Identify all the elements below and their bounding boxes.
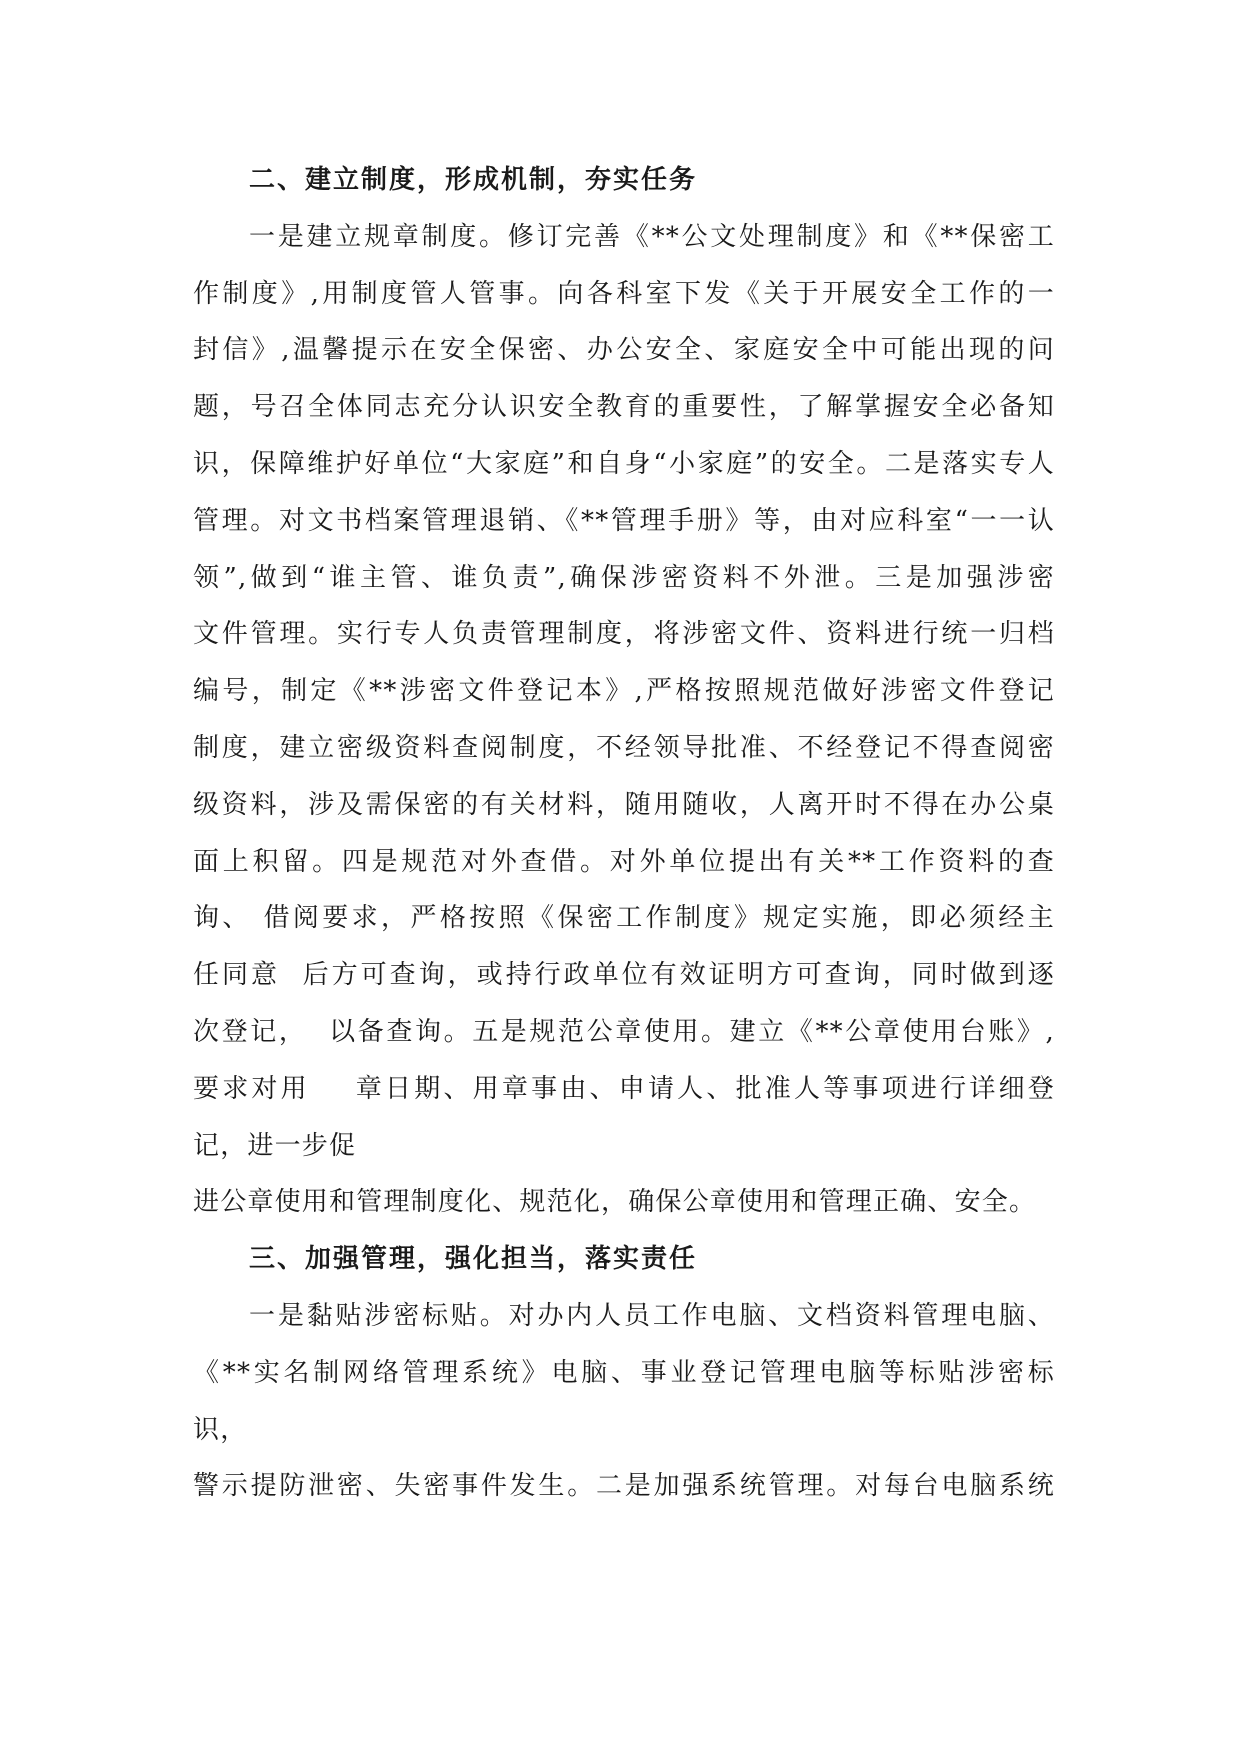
paragraph-line: 封信》,温馨提示在安全保密、办公安全、家庭安全中可能出现的问 xyxy=(193,335,1055,366)
document-body xyxy=(193,152,1055,1515)
paragraph-line: 管理。对文书档案管理退销、《**管理手册》等，由对应科室“一一认 xyxy=(193,505,1055,536)
paragraph-line: 文件管理。实行专人负责管理制度，将涉密文件、资料进行统一归档 xyxy=(193,619,1055,650)
paragraph-line: 记，进一步促 xyxy=(193,1130,357,1161)
paragraph-line: 任同意 后方可查询，或持行政单位有效证明方可查询，同时做到逐 xyxy=(193,960,1055,991)
paragraph-line: 次登记， 以备查询。五是规范公章使用。建立《**公章使用台账》, xyxy=(193,1016,1055,1047)
paragraph-line: 询、 借阅要求，严格按照《保密工作制度》规定实施，即必须经主 xyxy=(193,903,1055,934)
paragraph-line: 警示提防泄密、失密事件发生。二是加强系统管理。对每台电脑系统 xyxy=(193,1471,1055,1502)
paragraph-line: 一是建立规章制度。修订完善《**公文处理制度》和《**保密工 xyxy=(249,221,1055,252)
paragraph-line: 面上积留。四是规范对外查借。对外单位提出有关**工作资料的查 xyxy=(193,846,1055,877)
paragraph-line: 进公章使用和管理制度化、规范化，确保公章使用和管理正确、安全。 xyxy=(193,1187,1037,1218)
section-heading-3: 三、加强管理，强化担当，落实责任 xyxy=(249,1244,698,1275)
section-heading-2: 二、建立制度，形成机制，夯实任务 xyxy=(249,165,698,195)
paragraph-line: 制度，建立密级资料查阅制度，不经领导批准、不经登记不得查阅密 xyxy=(193,732,1055,763)
paragraph-line: 编号，制定《**涉密文件登记本》,严格按照规范做好涉密文件登记 xyxy=(193,676,1055,707)
paragraph-line: 领”,做到“谁主管、谁负责”,确保涉密资料不外泄。三是加强涉密 xyxy=(193,562,1055,593)
paragraph-line: 识， xyxy=(193,1414,248,1445)
paragraph-line: 要求对用 章日期、用章事由、申请人、批准人等事项进行详细登 xyxy=(193,1073,1055,1104)
paragraph-line: 一是黏贴涉密标贴。对办内人员工作电脑、文档资料管理电脑、 xyxy=(249,1300,1055,1331)
paragraph-line: 级资料，涉及需保密的有关材料，随用随收，人离开时不得在办公桌 xyxy=(193,789,1055,820)
paragraph-line: 《**实名制网络管理系统》电脑、事业登记管理电脑等标贴涉密标 xyxy=(193,1357,1055,1388)
paragraph-line: 题，号召全体同志充分认识安全教育的重要性，了解掌握安全必备知 xyxy=(193,392,1055,423)
paragraph-line: 识，保障维护好单位“大家庭”和自身“小家庭”的安全。二是落实专人 xyxy=(193,448,1055,479)
paragraph-line: 作制度》,用制度管人管事。向各科室下发《关于开展安全工作的一 xyxy=(193,278,1055,309)
